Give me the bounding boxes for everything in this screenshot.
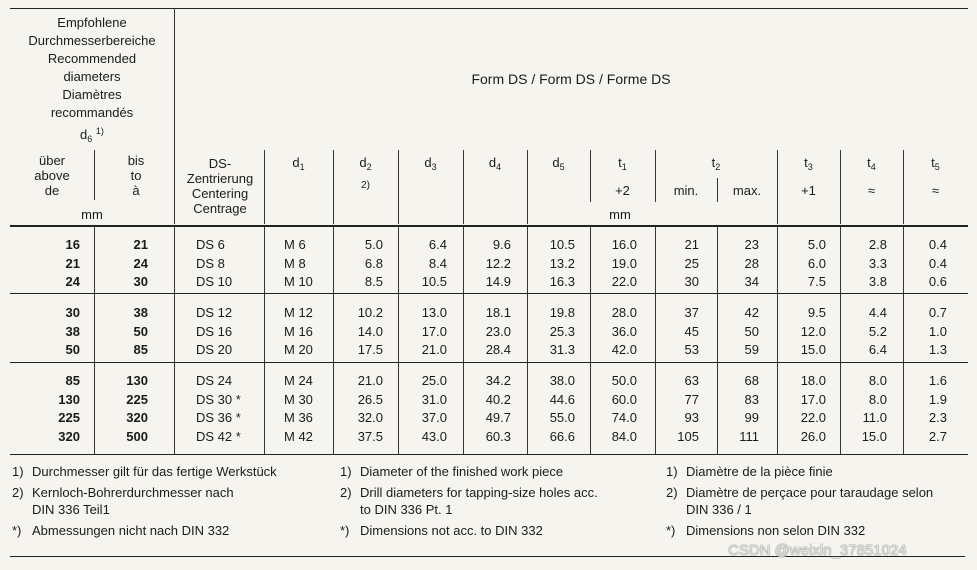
footnote-text: DIN 336 Teil1 (32, 502, 110, 517)
table-cell: 1.3 (928, 342, 947, 358)
table-cell: 8.5 (364, 274, 383, 290)
table-cell: 40.2 (485, 391, 511, 407)
table-cell: 45 (684, 323, 699, 339)
table-cell: 84.0 (611, 428, 637, 444)
table-cell: 24 (65, 274, 80, 290)
table-cell: 105 (677, 428, 699, 444)
table-cell: 18.1 (485, 305, 511, 320)
table-cell: 30 (65, 305, 80, 320)
column-header-t4: $t_4$ (867, 155, 876, 172)
table-cell: 23 (744, 237, 759, 252)
column-header-note: 2) (361, 180, 370, 191)
table-cell: 4.4 (868, 305, 887, 320)
table-cell: 50 (65, 342, 80, 358)
table-cell: 31.3 (549, 342, 575, 358)
table-cell: 5.0 (807, 237, 826, 252)
table-cell: 19.8 (549, 305, 575, 320)
table-cell: 13.2 (549, 255, 575, 271)
footnote-text: Diamètre de la pièce finie (686, 464, 833, 479)
table-cell: 21.0 (421, 342, 447, 358)
table-cell: 34 (744, 274, 759, 290)
table-cell: M 16 (284, 323, 313, 339)
table-cell: 130 (126, 373, 148, 388)
column-header-t1: $t_1$ (618, 155, 627, 172)
form-title: Form DS / Form DS / Forme DS (471, 71, 671, 87)
bis-header: bis to à (127, 153, 145, 198)
table-cell: 9.5 (807, 305, 826, 320)
table-cell: 1.9 (928, 391, 947, 407)
table-cell: 19.0 (611, 255, 637, 271)
table-cell: DS 8 (196, 255, 225, 271)
table-cell: 225 (58, 410, 80, 426)
table-cell: 17.5 (357, 342, 383, 358)
footnote-text: Kernloch-Bohrerdurchmesser nach (32, 485, 234, 500)
table-cell: 30 (684, 274, 699, 290)
table-cell: 0.7 (928, 305, 947, 320)
footnote-mark: 2) (12, 485, 24, 500)
table-cell: 55.0 (549, 410, 575, 426)
table-cell: 38.0 (549, 373, 575, 388)
group-divider-1 (10, 293, 968, 294)
table-cell: DS 16 (196, 323, 233, 339)
table-cell: 6.4 (868, 342, 887, 358)
table-cell: 49.7 (485, 410, 511, 426)
table-cell: 13.0 (421, 305, 447, 320)
table-cell: 60.0 (611, 391, 637, 407)
table-cell: 44.6 (549, 391, 575, 407)
table-cell: DS 10 (196, 274, 233, 290)
footnote-text: Drill diameters for tapping-size holes acc. (360, 485, 598, 500)
table-bottom-border (10, 454, 968, 455)
table-cell: 5.2 (868, 323, 887, 339)
table-cell: 5.0 (364, 237, 383, 252)
table-cell: 2.3 (928, 410, 947, 426)
mm-right-unit: mm (609, 207, 631, 222)
table-cell: DS 20 (196, 342, 233, 358)
table-cell: 8.0 (868, 373, 887, 388)
footnote-text: Dimensions not acc. to DIN 332 (360, 523, 543, 538)
table-cell: 11.0 (862, 410, 887, 426)
table-cell: DS 36 * (196, 410, 241, 426)
footnote-mark: 2) (340, 485, 352, 500)
body-divider-ds (174, 227, 175, 454)
left-block-divider (174, 8, 175, 224)
table-cell: 2.7 (928, 428, 947, 444)
table-cell: 37.0 (421, 410, 447, 426)
table-cell: M 20 (284, 342, 313, 358)
table-cell: 225 (126, 391, 148, 407)
table-cell: 59 (744, 342, 759, 358)
table-cell: 15.0 (800, 342, 826, 358)
table-cell: DS 24 (196, 373, 233, 388)
table-cell: 83 (744, 391, 759, 407)
table-cell: 23.0 (485, 323, 511, 339)
table-cell: 10.5 (421, 274, 447, 290)
table-cell: 50 (133, 323, 148, 339)
table-cell: 8.0 (868, 391, 887, 407)
table-cell: 38 (133, 305, 148, 320)
column-header-d3: $d_3$ (424, 155, 437, 172)
table-cell: M 30 (284, 391, 313, 407)
table-cell: M 24 (284, 373, 313, 388)
table-cell: 1.0 (928, 323, 947, 339)
table-cell: 21.0 (357, 373, 383, 388)
footnote-mark: 1) (12, 464, 24, 479)
table-cell: 85 (65, 373, 80, 388)
table-cell: 50 (744, 323, 759, 339)
table-cell: M 36 (284, 410, 313, 426)
footnote-text: Abmessungen nicht nach DIN 332 (32, 523, 230, 538)
column-header-t5: $t_5$ (931, 155, 940, 172)
table-cell: 74.0 (611, 410, 637, 426)
table-cell: 10.2 (357, 305, 383, 320)
table-cell: 18.0 (800, 373, 826, 388)
table-cell: 38 (65, 323, 80, 339)
table-cell: M 6 (284, 237, 306, 252)
table-cell: 21 (133, 237, 148, 252)
table-cell: 0.4 (928, 255, 947, 271)
table-cell: M 42 (284, 428, 313, 444)
footnote-text: Diameter of the finished work piece (360, 464, 564, 479)
footnote-mark: 2) (666, 485, 678, 500)
table-cell: 0.4 (928, 237, 947, 252)
column-header-d4: $d_4$ (488, 155, 502, 172)
recommended-diameters-heading: Empfohlene Durchmesserbereiche Recommended diameters Diamètres recommandés (28, 15, 156, 120)
column-header-t3: $t_3$ (804, 155, 813, 172)
table-cell: 21 (684, 237, 699, 252)
column-header-note: ≈ (931, 183, 940, 198)
column-header-d2: $d_2$ (359, 155, 372, 172)
table-cell: 31.0 (421, 391, 447, 407)
t2-max-label: max. (732, 183, 762, 198)
table-cell: 25.3 (549, 323, 575, 339)
table-cell: 43.0 (421, 428, 447, 444)
table-cell: 14.9 (485, 274, 511, 290)
table-cell: 111 (739, 428, 759, 444)
footnote-mark: 1) (340, 464, 352, 479)
uber-header: über above de (34, 153, 70, 198)
table-cell: 22.0 (800, 410, 826, 426)
footnote-text: to DIN 336 Pt. 1 (360, 502, 453, 517)
table-cell: 93 (684, 410, 699, 426)
table-cell: 7.5 (807, 274, 826, 290)
header-bottom-border (10, 225, 968, 227)
table-cell: 24 (133, 255, 148, 271)
table-cell: 42.0 (611, 342, 637, 358)
table-cell: 320 (58, 428, 80, 444)
d6-label: $d_6$ $^{1)}$ (80, 126, 104, 144)
table-cell: 8.4 (428, 255, 447, 271)
t2-min-label: min. (673, 183, 699, 198)
t2-min-max-divider (717, 178, 718, 202)
uber-bis-divider (94, 150, 95, 200)
table-cell: 0.6 (928, 274, 947, 290)
table-cell: 16.0 (611, 237, 637, 252)
table-cell: 36.0 (611, 323, 637, 339)
table-cell: DS 30 * (196, 391, 241, 407)
table-cell: 85 (133, 342, 148, 358)
table-cell: 28.4 (485, 342, 511, 358)
table-cell: 6.4 (428, 237, 447, 252)
mm-left-unit: mm (81, 207, 103, 222)
footnote-text: Diamètre de perçace pour taraudage selon (686, 485, 934, 500)
column-header-t2: $t_2$ (711, 155, 721, 172)
ds-column-header: DS- Zentrierung Centering Centrage (186, 156, 254, 216)
table-cell: 14.0 (357, 323, 383, 339)
table-cell: 25 (684, 255, 699, 271)
table-cell: 37.5 (357, 428, 383, 444)
table-cell: 50.0 (611, 373, 637, 388)
table-cell: 25.0 (421, 373, 447, 388)
table-cell: 63 (684, 373, 699, 388)
group-divider-2 (10, 362, 968, 363)
table-cell: 28 (744, 255, 759, 271)
table-cell: 99 (744, 410, 759, 426)
column-header-note: +1 (801, 183, 816, 198)
table-cell: 22.0 (611, 274, 637, 290)
table-cell: 9.6 (492, 237, 511, 252)
table-cell: 1.6 (928, 373, 947, 388)
csdn-watermark: CSDN @weixin_37851024 (728, 542, 907, 559)
table-cell: 16 (65, 237, 80, 252)
column-header-note: ≈ (867, 183, 876, 198)
table-cell: 320 (126, 410, 148, 426)
table-cell: 12.0 (800, 323, 826, 339)
table-cell: 30 (133, 274, 148, 290)
table-cell: 12.2 (485, 255, 511, 271)
footnote-mark: *) (340, 523, 350, 538)
table-cell: DS 6 (196, 237, 225, 252)
table-cell: 68 (744, 373, 759, 388)
table-cell: 6.0 (807, 255, 826, 271)
footnote-text: Dimensions non selon DIN 332 (686, 523, 866, 538)
footnote-text: Durchmesser gilt für das fertige Werkstück (32, 464, 277, 479)
table-top-border (10, 8, 968, 9)
column-header-note: +2 (615, 183, 630, 198)
table-cell: 6.8 (364, 255, 383, 271)
table-cell: DS 12 (196, 305, 233, 320)
column-header-d5: $d_5$ (552, 155, 565, 172)
table-cell: 42 (744, 305, 759, 320)
table-cell: 32.0 (357, 410, 383, 426)
table-cell: 10.5 (549, 237, 575, 252)
table-cell: 66.6 (549, 428, 575, 444)
table-cell: 53 (684, 342, 699, 358)
table-cell: 26.0 (800, 428, 826, 444)
table-cell: 17.0 (800, 391, 826, 407)
table-cell: 60.3 (485, 428, 511, 444)
column-header-d1: $d_1$ (292, 155, 305, 172)
footnote-mark: *) (12, 523, 22, 538)
table-cell: M 12 (284, 305, 313, 320)
footnote-mark: 1) (666, 464, 678, 479)
table-cell: M 10 (284, 274, 313, 290)
table-cell: 26.5 (357, 391, 383, 407)
table-cell: 37 (684, 305, 699, 320)
table-cell: 34.2 (485, 373, 511, 388)
table-cell: 21 (65, 255, 80, 271)
footnote-text: DIN 336 / 1 (686, 502, 752, 517)
table-cell: DS 42 * (196, 428, 241, 444)
table-cell: 16.3 (549, 274, 575, 290)
table-cell: 28.0 (611, 305, 637, 320)
table-cell: 15.0 (861, 428, 887, 444)
footnote-mark: *) (666, 523, 676, 538)
table-cell: 3.3 (868, 255, 887, 271)
table-cell: 500 (126, 428, 148, 444)
table-cell: 2.8 (868, 237, 887, 252)
table-cell: 3.8 (868, 274, 887, 290)
table-cell: M 8 (284, 255, 306, 271)
table-cell: 77 (684, 391, 699, 407)
table-cell: 17.0 (421, 323, 447, 339)
table-cell: 130 (58, 391, 80, 407)
